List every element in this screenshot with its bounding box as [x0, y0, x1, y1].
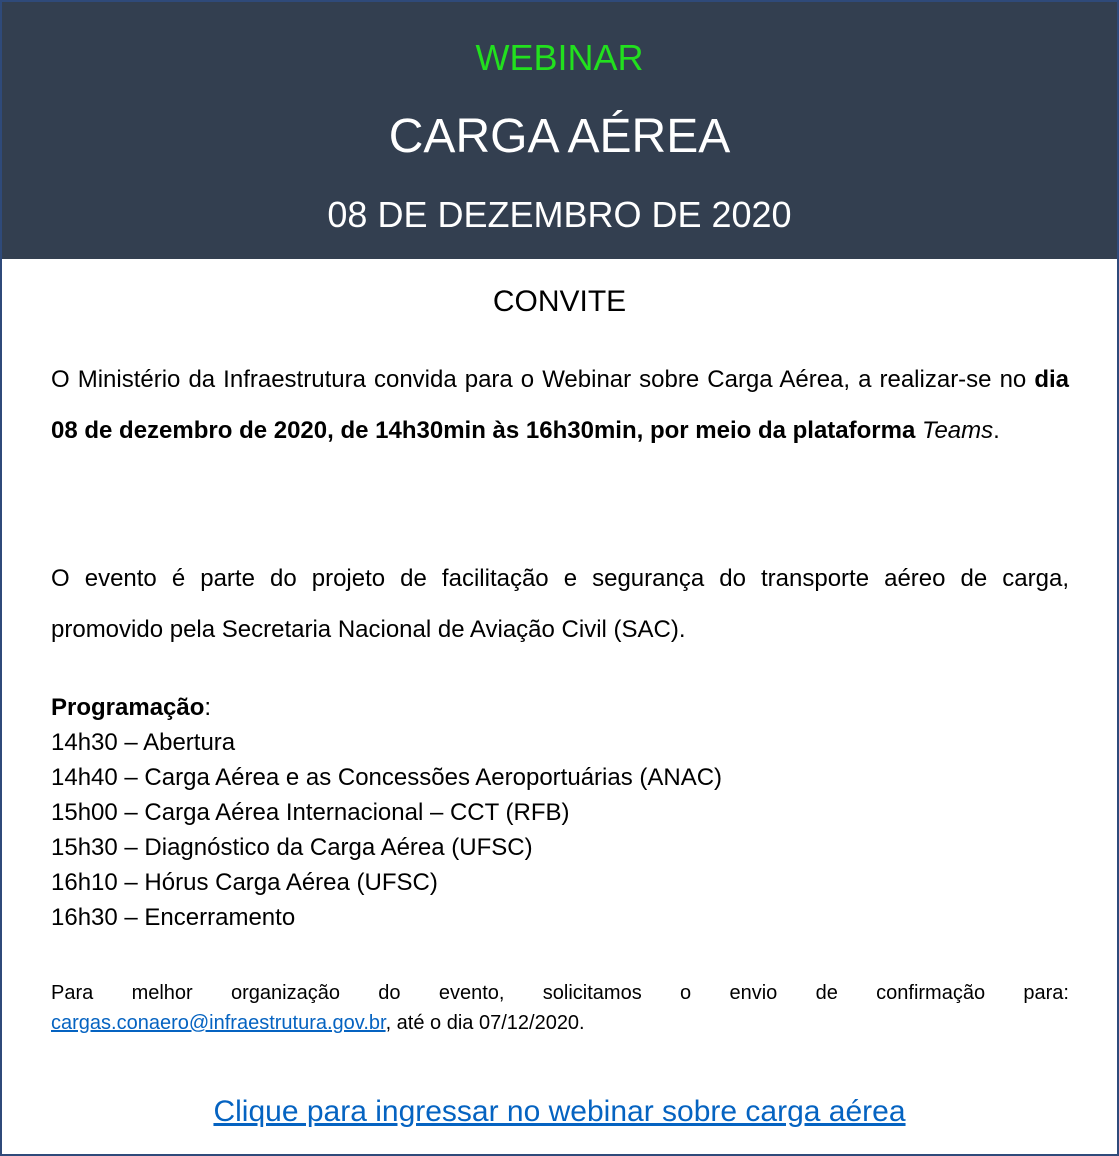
invitation-paragraph-1 [51, 354, 1069, 456]
banner-date: 08 DE DEZEMBRO DE 2020 [327, 194, 792, 235]
banner-kicker: WEBINAR [475, 37, 644, 78]
header-banner [2, 2, 1117, 259]
para1-lead: O Ministério da Infraestrutura convida para o Webinar sobre Carga Aérea, a realizar-se no [51, 366, 1035, 393]
join-webinar-link[interactable]: Clique para ingressar no webinar sobre carga aérea [213, 1095, 906, 1128]
confirmation-note [51, 978, 1069, 1038]
note-tail: , até o dia 07/12/2020. [385, 1012, 585, 1034]
invitation-heading: CONVITE [492, 285, 627, 318]
confirmation-email-link[interactable]: cargas.conaero@infraestrutura.gov.br [51, 1012, 386, 1034]
program-item: 14h40 – Carga Aérea e as Concessões Aeroportuárias (ANAC) [51, 764, 723, 791]
program-list [51, 690, 1069, 935]
note-lead: Para melhor organização do evento, solicitamos o envio de confirmação para: [51, 982, 1069, 1004]
invitation-paragraph-2: O evento é parte do projeto de facilitação e segurança do transporte aéreo de carga, promovido pela Secretaria Nacional de Aviação Civil (SAC). [51, 565, 1069, 643]
program-title [51, 690, 1069, 725]
banner-title: CARGA AÉREA [388, 110, 731, 163]
program-item: 16h10 – Hórus Carga Aérea (UFSC) [51, 869, 438, 896]
program-title-colon: : [204, 694, 212, 721]
para1-space [915, 417, 922, 444]
para1-platform: Teams [922, 417, 994, 444]
program-item: 15h00 – Carga Aérea Internacional – CCT (RFB) [51, 799, 570, 826]
program-item: 16h30 – Encerramento [51, 904, 296, 931]
para1-tail: . [993, 417, 1000, 444]
program-title-label: Programação [51, 694, 205, 721]
webinar-join-container [2, 1092, 1117, 1132]
program-item: 15h30 – Diagnóstico da Carga Aérea (UFSC) [51, 834, 533, 861]
program-item: 14h30 – Abertura [51, 729, 236, 756]
para1-bold-date: dia 08 de dezembro de 2020, de 14h30min às 16h30min, por meio da plataforma [51, 366, 1069, 444]
